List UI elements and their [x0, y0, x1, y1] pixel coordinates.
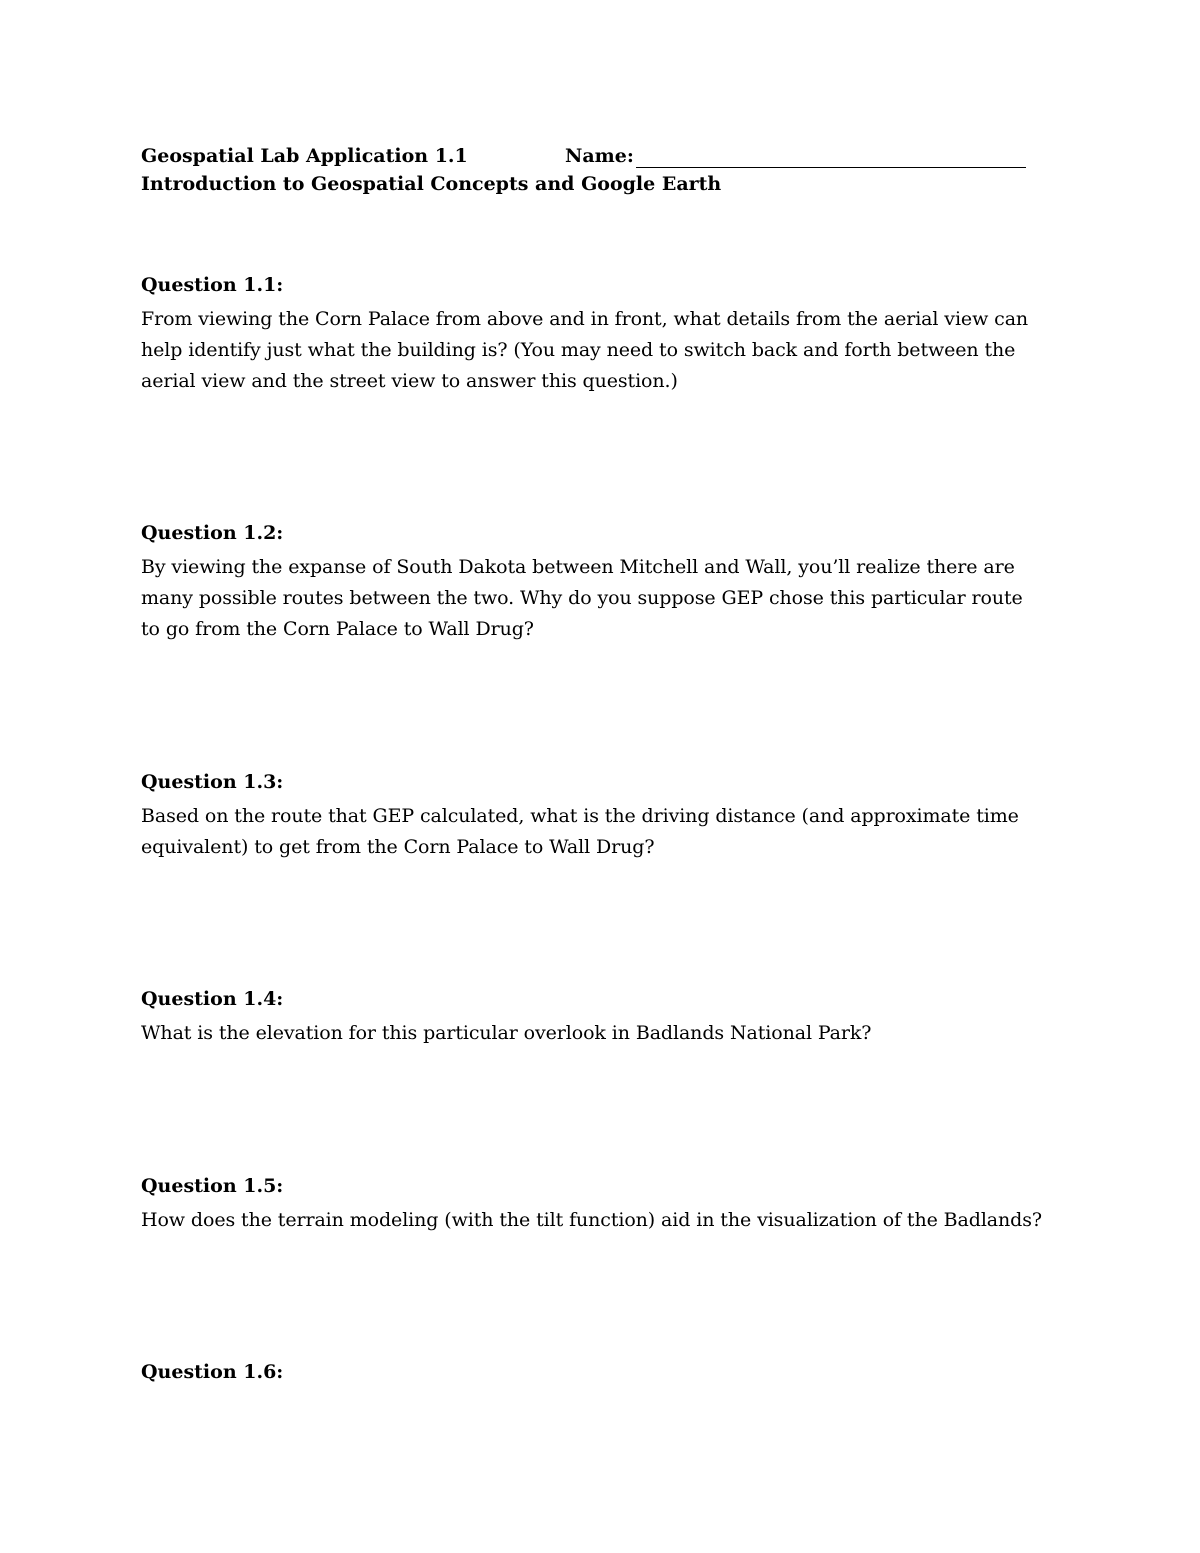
question-label: Question 1.2:: [141, 522, 284, 544]
question-text: How does the terrain modeling (with the tilt function) aid in the visualization of the Badlands?: [141, 1209, 1042, 1231]
question-1-3: [141, 770, 1046, 863]
question-1-6: [141, 1360, 1046, 1391]
question-1-5: [141, 1174, 1046, 1236]
question-1-1: [141, 273, 1046, 397]
lab-subtitle: Introduction to Geospatial Concepts and Google Earth: [141, 173, 722, 195]
question-text: From viewing the Corn Palace from above and in front, what details from the aerial view can help identify just what the building is? (You may need to switch back and forth between the aerial view and the street view to answer this question.): [141, 308, 1029, 392]
question-label: Question 1.4:: [141, 988, 284, 1010]
question-1-2: [141, 521, 1046, 645]
question-label: Question 1.5:: [141, 1175, 284, 1197]
name-blank-line: [636, 167, 1026, 168]
question-text: By viewing the expanse of South Dakota between Mitchell and Wall, you’ll realize there are many possible routes between the two. Why do you suppose GEP chose this particular route to go from the Corn Palace to Wall Drug?: [141, 556, 1023, 640]
question-text: What is the elevation for this particular overlook in Badlands National Park?: [141, 1022, 872, 1044]
question-label: Question 1.3:: [141, 771, 284, 793]
question-text: Based on the route that GEP calculated, what is the driving distance (and approximate time equivalent) to get from the Corn Palace to Wall Drug?: [141, 805, 1019, 858]
question-label: Question 1.6:: [141, 1361, 284, 1383]
question-label: Question 1.1:: [141, 274, 284, 296]
question-1-4: [141, 987, 1046, 1049]
lab-title: Geospatial Lab Application 1.1: [141, 145, 468, 167]
name-label: Name:: [565, 145, 634, 167]
